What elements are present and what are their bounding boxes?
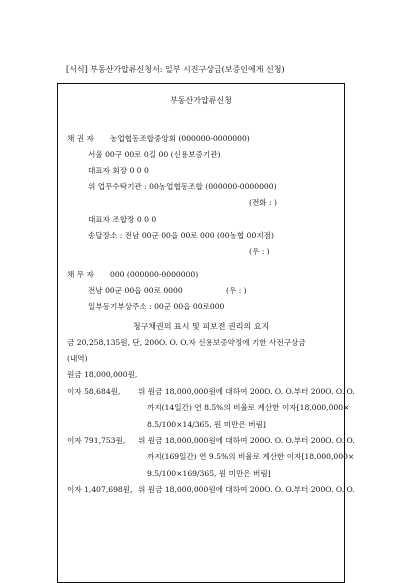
debtor-name: 000 (000000-0000000) bbox=[110, 270, 199, 279]
interest-2-line-2: 까지(169일간) 연 9.5%의 비율로 계산한 이자[18,000,000× bbox=[147, 452, 355, 461]
document-frame bbox=[57, 83, 355, 583]
creditor-phone: (전화 : ) bbox=[249, 198, 277, 207]
creditor-representative: 대표자 회장 0 0 0 bbox=[88, 166, 149, 175]
interest-1-label: 이자 58,684원, bbox=[67, 387, 121, 396]
claim-principal: 원금 18,000,000원, bbox=[67, 370, 138, 379]
interest-1-line-3: 8.5/100×14/365, 원 미만은 버림] bbox=[147, 420, 266, 429]
interest-1-line-1: 위 원금 18,000,000원에 대하여 200O. O. O.부터 200O. O. O. bbox=[138, 387, 355, 396]
claim-breakdown-label: (내역) bbox=[67, 354, 88, 363]
creditor-agent-representative: 대표자 조합장 0 0 0 bbox=[88, 215, 157, 224]
debtor-address: 전남 00군 00읍 00로 0000 bbox=[88, 286, 183, 295]
document-title: 부동산가압류신청 bbox=[170, 96, 232, 105]
claim-title: 청구채권의 표시 및 피보전 권리의 요지 bbox=[132, 322, 270, 331]
creditor-address: 서울 00구 00로 0길 00 (신용보증기관) bbox=[88, 150, 221, 159]
creditor-agent: 위 업무수탁기관 : 00농업협동조합 (000000-0000000) bbox=[88, 182, 277, 191]
claim-total: 금 20,258,135원, 단, 200O. O. O.자 신용보증약정에 기한 사전구상금 bbox=[67, 338, 306, 347]
debtor-registry-address: 일부등기부상주소 : 00군 00읍 00로000 bbox=[88, 302, 225, 311]
debtor-heading: 채 무 자 bbox=[67, 270, 94, 279]
interest-1-line-2: 까지(14일간) 연 8.5%의 비율로 계산한 이자[18,000,000× bbox=[147, 403, 350, 412]
interest-2-line-1: 위 원금 18,000,000원에 대하여 200O. O. O.부터 200O. O. O. bbox=[138, 436, 355, 445]
interest-2-line-3: 9.5/100×169/365, 원 미만은 버림] bbox=[147, 469, 271, 478]
creditor-delivery-address: 송달장소 : 전남 00군 00읍 00로 000 (00농협 00지점) bbox=[88, 231, 274, 240]
interest-2-label: 이자 791,753원, bbox=[67, 436, 126, 445]
interest-3-label: 이자 1,407,698원, bbox=[67, 485, 133, 494]
interest-3-line-1: 위 원금 18,000,000원에 대하여 200O. O. O.부터 200O. O. O. bbox=[138, 485, 355, 494]
creditor-heading: 채 권 자 bbox=[67, 134, 94, 143]
debtor-zip: (우 : ) bbox=[226, 286, 247, 295]
form-label: [서식] 부동산가압류신청서: 일부 시진구상금(보증인에게 신청) bbox=[66, 65, 285, 74]
creditor-name: 농업협동조합중앙회 (000000-0000000) bbox=[110, 134, 250, 143]
creditor-zip: (우 : ) bbox=[249, 247, 270, 256]
